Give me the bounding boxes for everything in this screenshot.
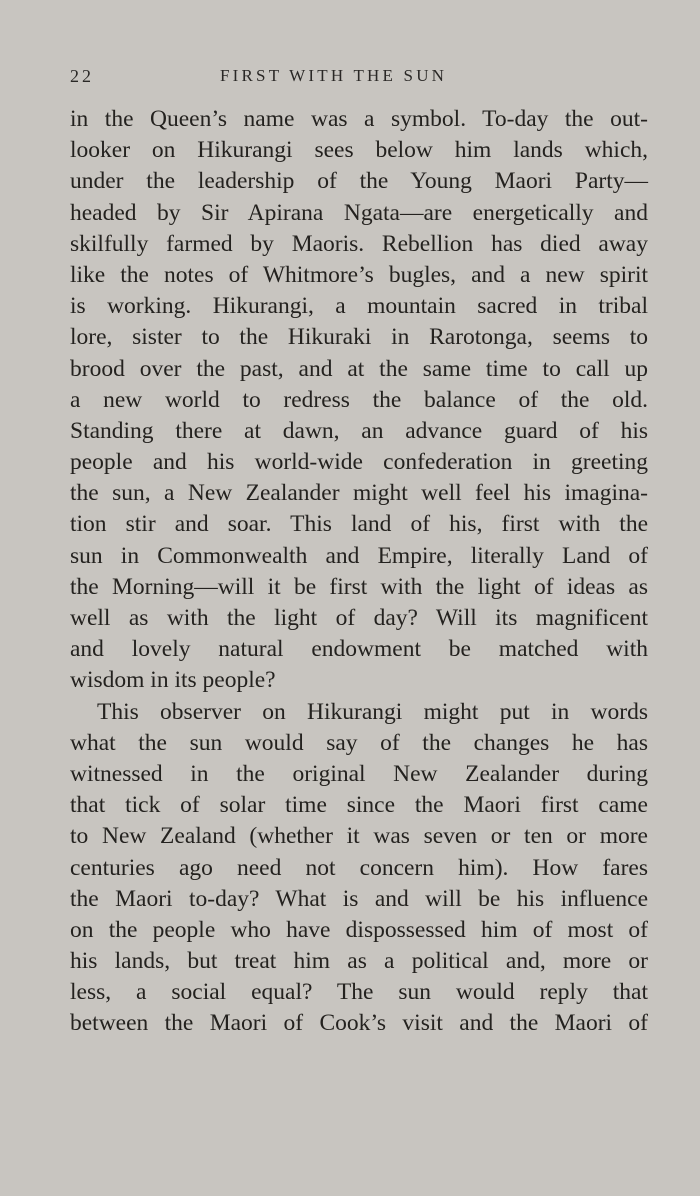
text-line: what the sun would say of the changes he has — [70, 729, 648, 756]
text-line: wisdom in its people? — [70, 667, 276, 694]
text-line: sun in Commonwealth and Empire, literally Land of — [70, 542, 648, 569]
text-line: the Morning—will it be first with the light of ideas as — [70, 573, 648, 600]
text-line: under the leadership of the Young Maori Party— — [70, 168, 648, 195]
text-line: his lands, but treat him as a political and, more or — [70, 948, 648, 975]
text-line: tion stir and soar. This land of his, first with the — [70, 511, 648, 538]
text-line: like the notes of Whitmore’s bugles, and a new spirit — [70, 261, 648, 288]
text-line: and lovely natural endowment be matched with — [70, 636, 648, 663]
text-line: centuries ago need not concern him). How fares — [70, 854, 648, 881]
text-line: is working. Hikurangi, a mountain sacred in tribal — [70, 293, 648, 320]
text-line: headed by Sir Apirana Ngata—are energetically and — [70, 199, 648, 226]
page-header — [70, 66, 648, 92]
running-title: FIRST WITH THE SUN — [220, 66, 448, 85]
text-line: well as with the light of day? Will its magnificent — [70, 605, 648, 631]
text-line: the sun, a New Zealander might well feel his imagina- — [70, 480, 648, 507]
text-line: in the Queen’s name was a symbol. To-day the out- — [70, 106, 648, 132]
text-line: lore, sister to the Hikuraki in Rarotonga, seems to — [70, 324, 648, 351]
text-line: Standing there at dawn, an advance guard of his — [70, 417, 648, 444]
text-line: less, a social equal? The sun would reply that — [70, 979, 648, 1006]
page-number: 22 — [70, 66, 94, 86]
text-line: people and his world-wide confederation in greeting — [70, 449, 648, 476]
text-line: skilfully farmed by Maoris. Rebellion has died away — [70, 230, 648, 257]
text-line: a new world to redress the balance of the old. — [70, 386, 648, 413]
text-line: between the Maori of Cook’s visit and the Maori of — [70, 1010, 648, 1037]
text-line: This observer on Hikurangi might put in words — [97, 698, 648, 725]
text-line: witnessed in the original New Zealander during — [70, 760, 648, 787]
text-line: on the people who have dispossessed him of most of — [70, 916, 648, 943]
text-line: looker on Hikurangi sees below him lands which, — [70, 137, 648, 164]
text-line: to New Zealand (whether it was seven or ten or more — [70, 823, 648, 850]
text-line: brood over the past, and at the same time to call up — [70, 355, 648, 382]
text-line: the Maori to-day? What is and will be his influence — [70, 885, 648, 912]
text-line: that tick of solar time since the Maori first came — [70, 792, 648, 819]
body-text — [70, 104, 648, 1040]
